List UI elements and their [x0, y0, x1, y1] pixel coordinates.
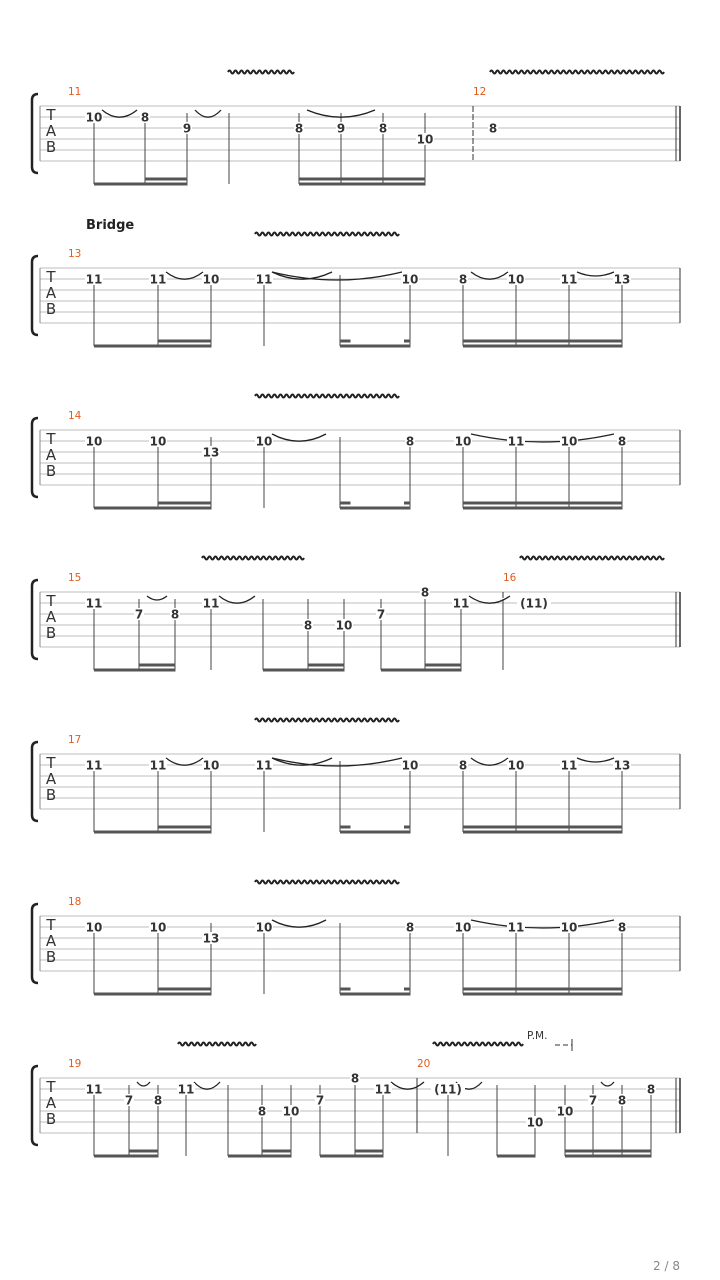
tab-clef-letter: T [46, 1078, 56, 1096]
bar-number: 17 [68, 734, 82, 746]
tie-slur [471, 272, 508, 279]
tab-clef-letter: T [46, 754, 56, 772]
fret-number: 10 [149, 920, 167, 935]
fret-number: 11 [149, 758, 167, 773]
bar-number: 14 [68, 410, 82, 422]
tie-slur [147, 596, 167, 600]
tab-clef-letter: T [46, 916, 56, 934]
vibrato-mark [490, 71, 664, 74]
tab-clef-letter: B [45, 948, 57, 966]
fret-number: 11 [149, 272, 167, 287]
bar-number: 19 [68, 1058, 82, 1070]
tab-clef-letter: A [45, 284, 57, 302]
fret-number: (11) [434, 1082, 462, 1097]
fret-number: 11 [255, 758, 273, 773]
system-bracket [32, 580, 38, 659]
fret-number: 10 [202, 758, 220, 773]
bar-number: 15 [68, 572, 82, 584]
fret-number: 7 [588, 1093, 598, 1108]
fret-number: 10 [556, 1104, 574, 1119]
fret-number: 11 [85, 758, 103, 773]
fret-number: 13 [613, 272, 631, 287]
tie-slur [391, 1082, 424, 1089]
tab-clef-letter: T [46, 106, 56, 124]
fret-number: 13 [202, 445, 220, 460]
tab-clef-letter: A [45, 932, 57, 950]
fret-number: 7 [134, 607, 144, 622]
tie-slur [272, 920, 326, 927]
fret-number: 11 [507, 434, 525, 449]
fret-number: 11 [374, 1082, 392, 1097]
tie-slur [471, 758, 508, 765]
fret-number: 10 [282, 1104, 300, 1119]
tab-clef-letter: B [45, 462, 57, 480]
tie-slur [137, 1082, 150, 1086]
tie-slur [601, 1082, 614, 1086]
fret-number: 11 [452, 596, 470, 611]
fret-number: 11 [202, 596, 220, 611]
fret-number: 10 [202, 272, 220, 287]
vibrato-mark [255, 881, 399, 884]
fret-number: 8 [378, 121, 388, 136]
tie-slur [577, 758, 614, 762]
fret-number: 10 [255, 434, 273, 449]
fret-number: 10 [560, 434, 578, 449]
tab-clef-letter: B [45, 1110, 57, 1128]
system-bracket [32, 256, 38, 335]
tab-clef-letter: B [45, 138, 57, 156]
fret-number: 7 [315, 1093, 325, 1108]
system-bracket [32, 904, 38, 983]
tie-slur [219, 596, 255, 603]
fret-number: 8 [617, 920, 627, 935]
tie-slur [469, 596, 510, 603]
fret-number: 10 [149, 434, 167, 449]
fret-number: 13 [202, 931, 220, 946]
fret-number: 10 [416, 132, 434, 147]
fret-number: 10 [454, 920, 472, 935]
bar-number: 18 [68, 896, 82, 908]
fret-number: 7 [124, 1093, 134, 1108]
fret-number: 8 [405, 434, 415, 449]
fret-number: 10 [335, 618, 353, 633]
bar-number: 13 [68, 248, 82, 260]
system-bracket [32, 742, 38, 821]
fret-number: 7 [376, 607, 386, 622]
fret-number: 11 [85, 272, 103, 287]
fret-number: 11 [177, 1082, 195, 1097]
fret-number: 10 [454, 434, 472, 449]
vibrato-mark [433, 1043, 523, 1046]
fret-number: 8 [170, 607, 180, 622]
vibrato-mark [520, 557, 664, 560]
system-bracket [32, 94, 38, 173]
tab-clef-letter: B [45, 300, 57, 318]
fret-number: (11) [520, 596, 548, 611]
fret-number: 10 [526, 1115, 544, 1130]
fret-number: 10 [507, 758, 525, 773]
fret-number: 8 [617, 434, 627, 449]
fret-number: 10 [401, 272, 419, 287]
fret-number: 8 [303, 618, 313, 633]
fret-number: 11 [85, 596, 103, 611]
tab-clef-letter: A [45, 770, 57, 788]
fret-number: 9 [336, 121, 346, 136]
fret-number: 11 [85, 1082, 103, 1097]
vibrato-mark [228, 71, 294, 74]
system-bracket [32, 1066, 38, 1145]
fret-number: 8 [153, 1093, 163, 1108]
vibrato-mark [202, 557, 304, 560]
tab-clef-letter: T [46, 268, 56, 286]
fret-number: 11 [507, 920, 525, 935]
page-number: 2 / 8 [653, 1259, 680, 1273]
fret-number: 8 [488, 121, 498, 136]
fret-number: 11 [560, 758, 578, 773]
fret-number: 11 [255, 272, 273, 287]
fret-number: 8 [646, 1082, 656, 1097]
fret-number: 8 [420, 585, 430, 600]
tie-slur [194, 1082, 220, 1089]
fret-number: 10 [507, 272, 525, 287]
fret-number: 9 [182, 121, 192, 136]
fret-number: 8 [617, 1093, 627, 1108]
tie-slur [195, 110, 221, 117]
tie-slur [577, 272, 614, 276]
tab-clef-letter: A [45, 446, 57, 464]
fret-number: 8 [405, 920, 415, 935]
fret-number: 10 [401, 758, 419, 773]
fret-number: 10 [85, 434, 103, 449]
fret-number: 10 [85, 110, 103, 125]
tab-clef-letter: A [45, 122, 57, 140]
fret-number: 10 [255, 920, 273, 935]
fret-number: 8 [458, 758, 468, 773]
tab-clef-letter: A [45, 608, 57, 626]
fret-number: 13 [613, 758, 631, 773]
tie-slur [272, 434, 326, 441]
tab-clef-letter: T [46, 592, 56, 610]
bar-number: 11 [68, 86, 82, 98]
vibrato-mark [178, 1043, 256, 1046]
fret-number: 8 [458, 272, 468, 287]
fret-number: 8 [257, 1104, 267, 1119]
bar-number: 12 [473, 86, 487, 98]
tab-clef-letter: A [45, 1094, 57, 1112]
fret-number: 10 [560, 920, 578, 935]
fret-number: 8 [350, 1071, 360, 1086]
tab-clef-letter: T [46, 430, 56, 448]
palm-mute-label: P.M. [527, 1030, 548, 1042]
vibrato-mark [255, 395, 399, 398]
bar-number: 16 [503, 572, 517, 584]
vibrato-mark [255, 719, 399, 722]
vibrato-mark [255, 233, 399, 236]
tie-slur [166, 272, 203, 279]
tab-clef-letter: B [45, 786, 57, 804]
fret-number: 10 [85, 920, 103, 935]
system-bracket [32, 418, 38, 497]
section-label: Bridge [86, 218, 135, 233]
tie-slur [102, 110, 137, 117]
fret-number: 11 [560, 272, 578, 287]
fret-number: 8 [140, 110, 150, 125]
bar-number: 20 [417, 1058, 431, 1070]
tab-clef-letter: B [45, 624, 57, 642]
fret-number: 8 [294, 121, 304, 136]
tie-slur [166, 758, 203, 765]
